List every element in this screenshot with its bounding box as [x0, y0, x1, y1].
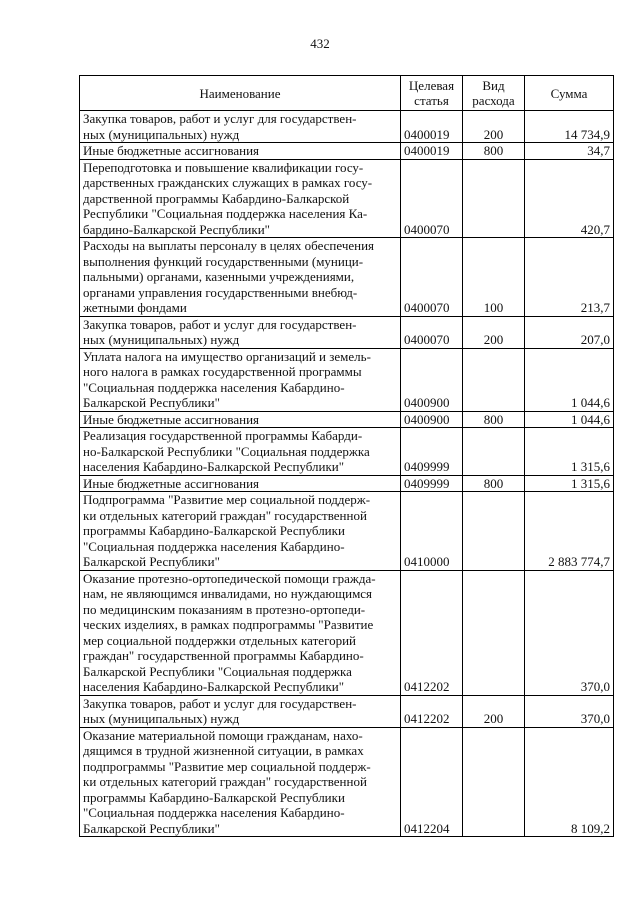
row-code: 0400070 — [401, 159, 463, 238]
row-name: Иные бюджетные ассигнования — [80, 475, 401, 492]
table-row — [80, 492, 614, 571]
row-sum: 370,0 — [525, 570, 614, 695]
row-name: Закупка товаров, работ и услуг для государствен- ных (муниципальных) нужд — [80, 695, 401, 727]
row-name: Оказание материальной помощи гражданам, нахо- дящимся в трудной жизненной ситуации, в рамках подпрограммы "Развитие мер социальной поддерж- ки отдельных категорий граждан" государственной программы Кабардино-Балкарской Республики "Социальная поддержка населения Кабардино- Балкарской Республики" — [80, 727, 401, 837]
row-code: 0412202 — [401, 695, 463, 727]
row-vid — [463, 570, 525, 695]
row-name: Оказание протезно-ортопедической помощи гражда- нам, не являющимся инвалидами, но нуждающимся по медицинским показаниям в протезно-ортопеди- ческих изделиях, в рамках подпрограммы "Развитие мер социальной поддержки отдельных категорий граждан" государственной программы Кабардино- Балкарской Республики "Социальная поддержка населения Кабардино-Балкарской Республики" — [80, 570, 401, 695]
row-sum: 370,0 — [525, 695, 614, 727]
row-code: 0400900 — [401, 348, 463, 411]
table-row — [80, 695, 614, 727]
row-name: Реализация государственной программы Кабарди- но-Балкарской Республики "Социальная поддержка населения Кабардино-Балкарской Республики" — [80, 428, 401, 476]
row-vid: 200 — [463, 695, 525, 727]
table-row — [80, 143, 614, 160]
budget-table — [79, 75, 614, 837]
row-code: 0400019 — [401, 143, 463, 160]
row-vid: 200 — [463, 111, 525, 143]
table-row — [80, 727, 614, 837]
header-name: Наименование — [80, 76, 401, 111]
row-vid — [463, 727, 525, 837]
row-code: 0400900 — [401, 411, 463, 428]
page-number: 432 — [310, 36, 330, 51]
row-sum: 34,7 — [525, 143, 614, 160]
row-vid: 200 — [463, 316, 525, 348]
row-sum: 2 883 774,7 — [525, 492, 614, 571]
header-code: Целевая статья — [401, 76, 463, 111]
row-sum: 1 044,6 — [525, 411, 614, 428]
row-vid: 800 — [463, 411, 525, 428]
row-code: 0412204 — [401, 727, 463, 837]
row-code: 0400019 — [401, 111, 463, 143]
row-vid: 800 — [463, 475, 525, 492]
row-name: Иные бюджетные ассигнования — [80, 411, 401, 428]
row-sum: 207,0 — [525, 316, 614, 348]
row-name: Закупка товаров, работ и услуг для государствен- ных (муниципальных) нужд — [80, 316, 401, 348]
row-name: Закупка товаров, работ и услуг для государствен- ных (муниципальных) нужд — [80, 111, 401, 143]
table-row — [80, 348, 614, 411]
row-sum: 420,7 — [525, 159, 614, 238]
row-vid — [463, 428, 525, 476]
row-vid: 100 — [463, 238, 525, 317]
row-code: 0409999 — [401, 428, 463, 476]
row-name: Иные бюджетные ассигнования — [80, 143, 401, 160]
table-row — [80, 570, 614, 695]
row-code: 0412202 — [401, 570, 463, 695]
table-row — [80, 238, 614, 317]
row-name: Переподготовка и повышение квалификации госу- дарственных гражданских служащих в рамках госу- дарственной программы Кабардино-Балкарской Республики "Социальная поддержка населения Ка- бардино-Балкарской Республики" — [80, 159, 401, 238]
table-header-row — [80, 76, 614, 111]
header-vid: Вид расхода — [463, 76, 525, 111]
row-vid — [463, 492, 525, 571]
table-row — [80, 159, 614, 238]
row-sum: 14 734,9 — [525, 111, 614, 143]
row-sum: 1 315,6 — [525, 428, 614, 476]
row-name: Расходы на выплаты персоналу в целях обеспечения выполнения функций государственными (муници- пальными) органами, казенными учреждениями, органами управления государственными внебюд- жетными фондами — [80, 238, 401, 317]
row-code: 0410000 — [401, 492, 463, 571]
table-row — [80, 428, 614, 476]
row-sum: 1 044,6 — [525, 348, 614, 411]
row-vid: 800 — [463, 143, 525, 160]
row-code: 0400070 — [401, 238, 463, 317]
row-sum: 8 109,2 — [525, 727, 614, 837]
table-row — [80, 475, 614, 492]
row-sum: 213,7 — [525, 238, 614, 317]
header-sum: Сумма — [525, 76, 614, 111]
row-name: Подпрограмма "Развитие мер социальной поддерж- ки отдельных категорий граждан" государственной программы Кабардино-Балкарской Республики "Социальная поддержка населения Кабардино- Балкарской Республики" — [80, 492, 401, 571]
row-name: Уплата налога на имущество организаций и земель- ного налога в рамках государственной программы "Социальная поддержка населения Кабардино- Балкарской Республики" — [80, 348, 401, 411]
table-row — [80, 411, 614, 428]
row-code: 0400070 — [401, 316, 463, 348]
table-row — [80, 316, 614, 348]
row-code: 0409999 — [401, 475, 463, 492]
row-vid — [463, 348, 525, 411]
row-sum: 1 315,6 — [525, 475, 614, 492]
row-vid — [463, 159, 525, 238]
table-row — [80, 111, 614, 143]
